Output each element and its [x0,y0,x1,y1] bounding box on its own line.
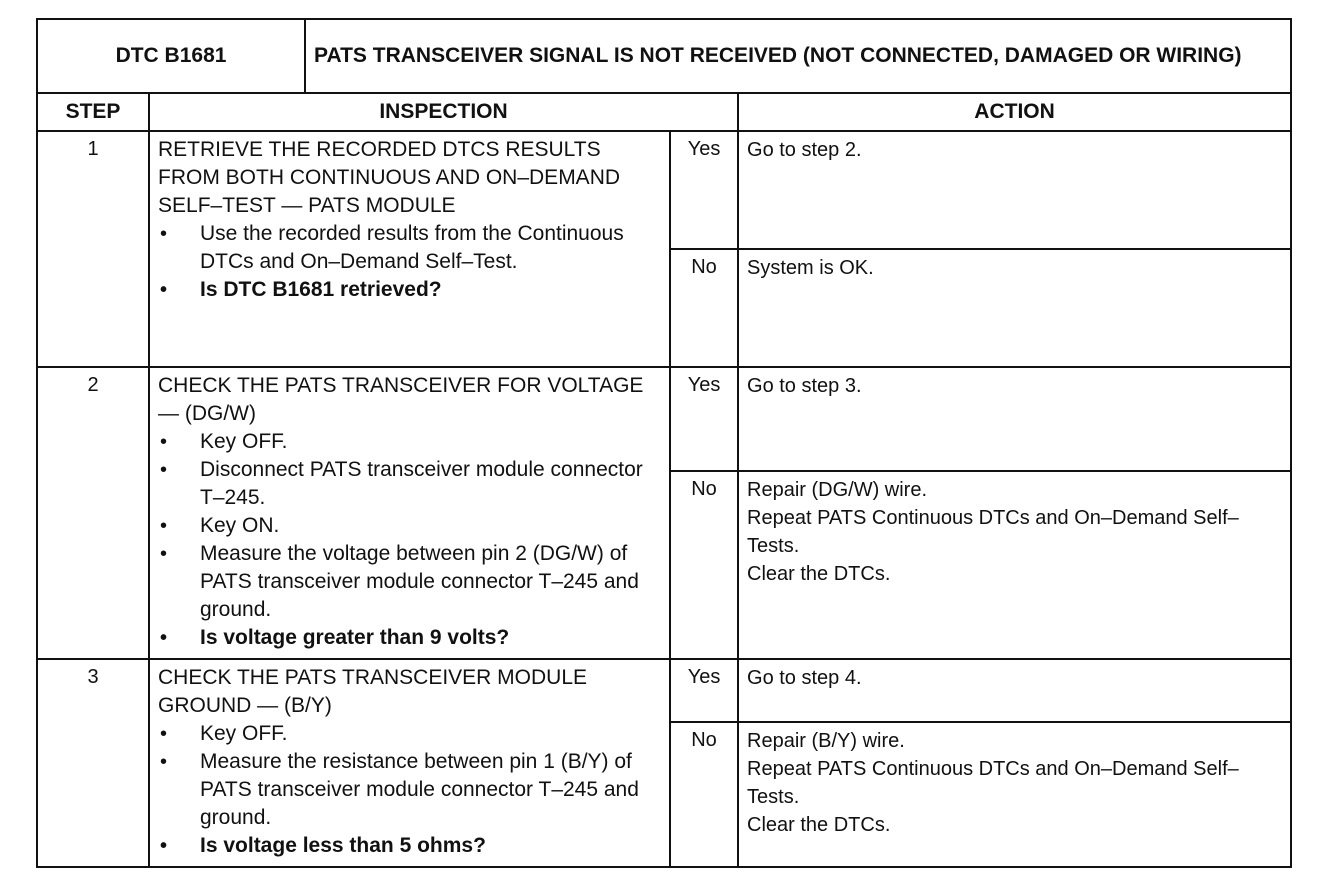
step-row [37,659,1291,722]
inspection-title: CHECK THE PATS TRANSCEIVER MODULE GROUND — (B/Y) [158,666,588,717]
column-header-row [37,93,1291,131]
no-label: No [670,249,738,367]
yes-action [738,659,1291,722]
dtc-code: DTC B1681 [37,19,305,93]
column-action: ACTION [738,93,1291,131]
diagnostic-table [36,18,1292,868]
inspection-title: RETRIEVE THE RECORDED DTCS RESULTS FROM BOTH CONTINUOUS AND ON–DEMAND SELF–TEST — PATS MODULE [158,138,621,217]
step-number: 3 [37,659,149,867]
inspection-cell [149,367,670,659]
yes-label: Yes [670,131,738,249]
no-label: No [670,722,738,867]
inspection-bullet: • Use the recorded results from the Continuous DTCs and On–Demand Self–Test. [158,220,661,276]
action-line: Go to step 4. [747,667,862,689]
action-line: System is OK. [747,257,874,279]
inspection-question: • Is voltage less than 5 ohms? [158,832,661,860]
step-number: 1 [37,131,149,367]
yes-action [738,367,1291,471]
inspection-list [158,428,661,652]
step-row [37,131,1291,249]
no-label: No [670,471,738,659]
step-number: 2 [37,367,149,659]
inspection-list [158,720,661,860]
column-inspection: INSPECTION [149,93,738,131]
inspection-title: CHECK THE PATS TRANSCEIVER FOR VOLTAGE — (DG/W) [158,374,644,425]
action-line: Repeat PATS Continuous DTCs and On–Demand Self–Tests. [747,507,1239,557]
action-line: Repair (DG/W) wire. [747,479,928,501]
inspection-bullet: • Measure the voltage between pin 2 (DG/W) of PATS transceiver module connector T–245 and ground. [158,540,661,624]
inspection-bullet: • Key ON. [158,512,661,540]
diagnostic-document [36,18,1290,868]
action-line: Repeat PATS Continuous DTCs and On–Demand Self–Tests. [747,757,1239,808]
action-line: Go to step 3. [747,375,862,397]
no-action [738,722,1291,867]
inspection-bullet: • Disconnect PATS transceiver module connector T–245. [158,456,661,512]
inspection-bullet: • Key OFF. [158,720,661,748]
yes-action [738,131,1291,249]
no-action [738,471,1291,659]
step-row [37,367,1291,471]
inspection-list [158,220,661,304]
no-action [738,249,1291,367]
action-line: Go to step 2. [747,139,862,161]
inspection-cell [149,131,670,367]
inspection-question: • Is voltage greater than 9 volts? [158,624,661,652]
yes-label: Yes [670,367,738,471]
action-line: Clear the DTCs. [747,563,891,585]
column-step: STEP [37,93,149,131]
action-line: Clear the DTCs. [747,813,891,836]
inspection-cell [149,659,670,867]
table-header-row [37,19,1291,93]
inspection-question: • Is DTC B1681 retrieved? [158,276,661,304]
yes-label: Yes [670,659,738,722]
action-line: Repair (B/Y) wire. [747,729,905,752]
dtc-title: PATS TRANSCEIVER SIGNAL IS NOT RECEIVED (NOT CONNECTED, DAMAGED OR WIRING) [305,19,1291,93]
inspection-bullet: • Measure the resistance between pin 1 (B/Y) of PATS transceiver module connector T–245 and ground. [158,748,661,832]
inspection-bullet: • Key OFF. [158,428,661,456]
